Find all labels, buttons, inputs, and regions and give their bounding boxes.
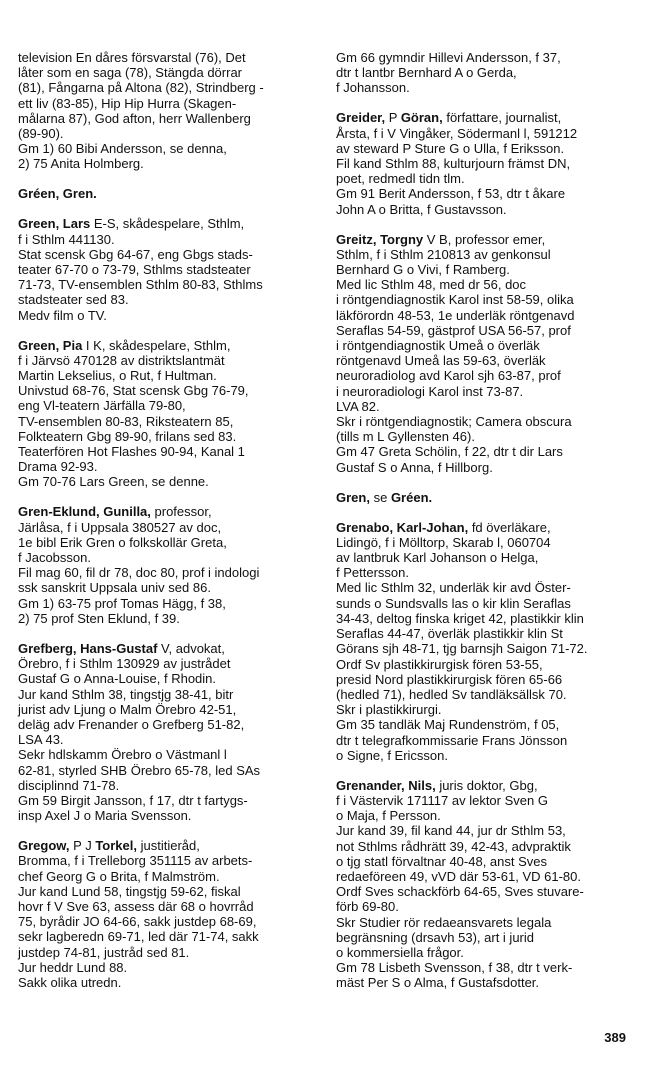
entry-name: Green, Lars — [18, 216, 91, 232]
entry-text: I K, skådespelare, Sthlm, — [82, 337, 231, 353]
entry-line: Univstud 68-76, Stat scensk Gbg 76-79, — [18, 383, 249, 399]
entry-name: Greider, — [336, 110, 386, 126]
entry-line: not Sthlms rådhrätt 39, 42-43, advpraktik — [336, 838, 571, 854]
entry-line: LSA 43. — [18, 732, 64, 748]
entry-line: begränsning (drsavh 53), art i jurid — [336, 929, 534, 945]
entry-line: (tills m L Gyllensten 46). — [336, 429, 475, 445]
entry-line: Med lic Sthlm 48, med dr 56, doc — [336, 277, 527, 293]
entry-line: Drama 92-93. — [18, 459, 98, 475]
entry-line: John A o Britta, f Gustavsson. — [336, 201, 507, 217]
entry-green-lars — [18, 216, 318, 322]
entry-text: professor, — [150, 504, 212, 520]
entry-line: Gm 66 gymndir Hillevi Andersson, f 37, — [336, 50, 561, 65]
entry-line: stadsteater sed 83. — [18, 292, 129, 308]
entry-line: i röntgendiagnostik Karol inst 58-59, olika — [336, 292, 574, 308]
entry-line: Med lic Sthlm 32, underläk kir avd Öster- — [336, 580, 571, 596]
entry-line: ett liv (83-85), Hip Hip Hurra (Skagen- — [18, 95, 237, 111]
entry-line: deläg adv Frenander o Grefberg 51-82, — [18, 716, 245, 732]
entry-line: Jur heddr Lund 88. — [18, 959, 128, 975]
entry-grenabo — [336, 520, 646, 763]
entry-line: målarna 87), God afton, herr Wallenberg — [18, 110, 251, 126]
entry-line: Gm 1) 60 Bibi Andersson, se denna, — [18, 141, 227, 157]
entry-given-name: Torkel, — [95, 838, 137, 854]
entry-text: E-S, skådespelare, Sthlm, — [90, 216, 245, 232]
entry-line: Gm 47 Greta Schölin, f 22, dtr t dir Lars — [336, 444, 563, 460]
entry-line: 2) 75 prof Sten Eklund, f 39. — [18, 610, 180, 626]
entry-line: dtr t telegrafkommissarie Frans Jönsson — [336, 732, 568, 748]
entry-line: Gm 1) 63-75 prof Tomas Hägg, f 38, — [18, 595, 226, 611]
entry-text: V, advokat, — [157, 640, 225, 656]
entry-name: Gren, — [336, 489, 370, 505]
entry-line: Gustaf S o Anna, f Hillborg. — [336, 459, 493, 475]
entry-name: Grenander, Nils, — [336, 777, 436, 793]
entry-line: Teaterfören Hot Flashes 90-94, Kanal 1 — [18, 444, 245, 460]
entry-line: Sekr hdlskamm Örebro o Västmanl l — [18, 747, 227, 763]
entry-text: V B, professor emer, — [423, 231, 546, 247]
entry-line: 1e bibl Erik Gren o folkskollär Greta, — [18, 534, 227, 550]
entry-line: poet, redmedl tidn tlm. — [336, 171, 465, 187]
entry-line: Bromma, f i Trelleborg 351115 av arbets- — [18, 853, 253, 869]
entry-line: disciplinnd 71-78. — [18, 777, 120, 793]
entry-name: Gréen, Gren. — [18, 186, 97, 202]
entry-greider — [336, 110, 646, 216]
entry-line: förb 69-80. — [336, 899, 399, 915]
entry-line: jurist adv Ljung o Malm Örebro 42-51, — [18, 701, 237, 717]
entry-line: f i Sthlm 441130. — [18, 231, 115, 247]
entry-line: Jur kand Sthlm 38, tingstjg 38-41, bitr — [18, 686, 234, 702]
entry-line: Gm 91 Berit Andersson, f 53, dtr t åkare — [336, 186, 566, 202]
entry-line: (hedled 71), hedled Sv tandläksällsk 70. — [336, 686, 567, 702]
entry-line: Skr Studier rör redaeansvarets legala — [336, 914, 552, 930]
entry-green-pia — [18, 338, 318, 490]
entry-gren-eklund — [18, 504, 318, 626]
entry-text: juris doktor, Gbg, — [435, 777, 538, 793]
entry-grenander — [336, 778, 646, 991]
entry-line: Stat scensk Gbg 64-67, eng Gbgs stads- — [18, 246, 253, 262]
entry-text: se — [369, 489, 391, 505]
entry-line: Fil mag 60, fil dr 78, doc 80, prof i indologi — [18, 565, 260, 581]
entry-line: o kommersiella frågor. — [336, 944, 464, 960]
entry-grefberg — [18, 641, 318, 823]
entry-line: Gm 59 Birgit Jansson, f 17, dtr t fartygs- — [18, 792, 248, 808]
entry-line: Ordf Sv plastikkirurgisk fören 53-55, — [336, 656, 543, 672]
entry-line: hovr f V Sve 63, assess där 68 o hovrråd — [18, 898, 254, 914]
entry-line: Martin Lekselius, o Rut, f Hultman. — [18, 368, 217, 384]
entry-line: Jur kand 39, fil kand 44, jur dr Sthlm 53, — [336, 823, 566, 839]
entry-line: f i Västervik 171117 av lektor Sven G — [336, 792, 548, 808]
entry-line: f Jacobsson. — [18, 550, 91, 566]
entry-text: författare, journalist, — [442, 110, 562, 126]
entry-line: av steward P Sture G o Ulla, f Eriksson. — [336, 140, 565, 156]
entry-line: 2) 75 Anita Holmberg. — [18, 156, 144, 172]
page-number: 389 — [604, 1030, 626, 1045]
entry-line: Skr i röntgendiagnostik; Camera obscura — [336, 414, 572, 430]
entry-line: Folkteatern Gbg 89-90, frilans sed 83. — [18, 428, 237, 444]
entry-continuation — [18, 50, 318, 172]
entry-line: sekr lagberedn 69-71, led där 71-74, sakk — [18, 929, 259, 945]
entry-line: LVA 82. — [336, 398, 380, 414]
entry-name: Greitz, Torgny — [336, 231, 424, 247]
entry-initials: P J — [69, 838, 96, 854]
entry-line: 62-81, styrled SHB Örebro 65-78, led SAs — [18, 762, 261, 778]
entry-line: i röntgendiagnostik Umeå o överläk — [336, 338, 540, 354]
entry-line: presid Nord plastikkirurgisk fören 65-66 — [336, 671, 563, 687]
entry-line: mäst Per S o Alma, f Gustafsdotter. — [336, 975, 540, 991]
entry-line: Lidingö, f i Mölltorp, Skarab l, 060704 — [336, 534, 551, 550]
entry-gregow — [18, 838, 318, 990]
entry-line: Järlåsa, f i Uppsala 380527 av doc, — [18, 519, 222, 535]
entry-initials: P — [385, 110, 401, 126]
entry-line: Sakk olika utredn. — [18, 974, 122, 990]
entry-line: läkförordn 48-53, 1e underläk röntgenavd — [336, 307, 575, 323]
entry-line: 75, byrådir JO 64-66, sakk justdep 68-69, — [18, 914, 257, 930]
entry-line: Örebro, f i Sthlm 130929 av justrådet — [18, 656, 231, 672]
cross-reference: Gréen. — [390, 489, 433, 505]
entry-line: Sthlm, f i Sthlm 210813 av genkonsul — [336, 246, 551, 262]
entry-text: fd överläkare, — [468, 519, 551, 535]
entry-line: Fil kand Sthlm 88, kulturjourn främst DN, — [336, 156, 571, 172]
entry-line: (81), Fångarna på Altona (82), Strindberg - — [18, 80, 264, 96]
entry-line: Gm 35 tandläk Maj Rundenström, f 05, — [336, 717, 560, 733]
right-column — [336, 50, 646, 1005]
entry-greitz — [336, 232, 646, 475]
entry-line: neuroradiolog avd Karol sjh 63-87, prof — [336, 368, 561, 384]
entry-line: teater 67-70 o 73-79, Sthlms stadsteater — [18, 262, 251, 278]
entry-line: o Signe, f Ericsson. — [336, 747, 448, 763]
entry-line: eng Vl-teatern Järfälla 79-80, — [18, 398, 186, 414]
entry-name: Grenabo, Karl-Johan, — [336, 519, 469, 535]
entry-given-name: Göran, — [400, 110, 443, 126]
entry-line: o Maja, f Persson. — [336, 808, 441, 824]
entry-green-ref — [18, 186, 318, 201]
entry-line: av lantbruk Karl Johanson o Helga, — [336, 550, 539, 566]
entry-text: justitieråd, — [136, 838, 200, 854]
entry-line: ssk sanskrit Uppsala univ sed 86. — [18, 580, 211, 596]
entry-line: 34-43, deltog finska kriget 42, plastikkir klin — [336, 610, 584, 626]
entry-gren-ref — [336, 490, 646, 505]
entry-line: TV-ensemblen 80-83, Riksteatern 85, — [18, 413, 234, 429]
entry-line: insp Axel J o Maria Svensson. — [18, 808, 192, 824]
entry-continuation — [336, 50, 646, 96]
entry-line: f i Järvsö 470128 av distriktslantmät — [18, 352, 225, 368]
entry-line: Jur kand Lund 58, tingstjg 59-62, fiskal — [18, 883, 241, 899]
entry-line: Årsta, f i V Vingåker, Södermanl l, 591212 — [336, 125, 578, 141]
entry-name: Green, Pia — [18, 337, 83, 353]
entry-line: television En dåres försvarstal (76), Det — [18, 50, 246, 65]
entry-line: chef Georg G o Brita, f Malmström. — [18, 868, 220, 884]
entry-line: sunds o Sundsvalls las o kir klin Seraflas — [336, 595, 571, 611]
entry-line: f Johansson. — [336, 80, 410, 96]
entry-line: Seraflas 54-59, gästprof USA 56-57, prof — [336, 322, 571, 338]
entry-line: dtr t lantbr Bernhard A o Gerda, — [336, 65, 517, 81]
entry-line: redaeföreen 49, vVD där 53-61, VD 61-80. — [336, 868, 581, 884]
entry-line: i neuroradiologi Karol inst 73-87. — [336, 383, 524, 399]
entry-line: 71-73, TV-ensemblen Sthlm 80-83, Sthlms — [18, 277, 263, 293]
entry-line: låter som en saga (78), Stängda dörrar — [18, 65, 243, 81]
entry-line: Ordf Sves schackförb 64-65, Sves stuvare- — [336, 884, 584, 900]
entry-name: Gren-Eklund, Gunilla, — [18, 504, 151, 520]
entry-name: Grefberg, Hans-Gustaf — [18, 640, 158, 656]
entry-line: Gm 70-76 Lars Green, se denne. — [18, 474, 209, 490]
entry-line: f Pettersson. — [336, 565, 409, 581]
entry-line: Görans sjh 48-71, tjg barnsjh Saigon 71-72. — [336, 641, 588, 657]
left-column — [18, 50, 318, 1005]
entry-line: Bernhard G o Vivi, f Ramberg. — [336, 262, 510, 278]
entry-line: (89-90). — [18, 126, 64, 142]
entry-line: Gm 78 Lisbeth Svensson, f 38, dtr t verk- — [336, 960, 573, 976]
entry-line: Seraflas 44-47, överläk plastikkir klin St — [336, 626, 563, 642]
entry-line: Medv film o TV. — [18, 307, 107, 323]
entry-line: Skr i plastikkirurgi. — [336, 702, 442, 718]
entry-name: Gregow, — [18, 838, 70, 854]
entry-line: o tjg statl förvaltnar 40-48, anst Sves — [336, 853, 547, 869]
entry-line: röntgenavd Umeå las 59-63, överläk — [336, 353, 546, 369]
entry-line: justdep 74-81, justråd sed 81. — [18, 944, 190, 960]
entry-line: Gustaf G o Anna-Louise, f Rhodin. — [18, 671, 217, 687]
